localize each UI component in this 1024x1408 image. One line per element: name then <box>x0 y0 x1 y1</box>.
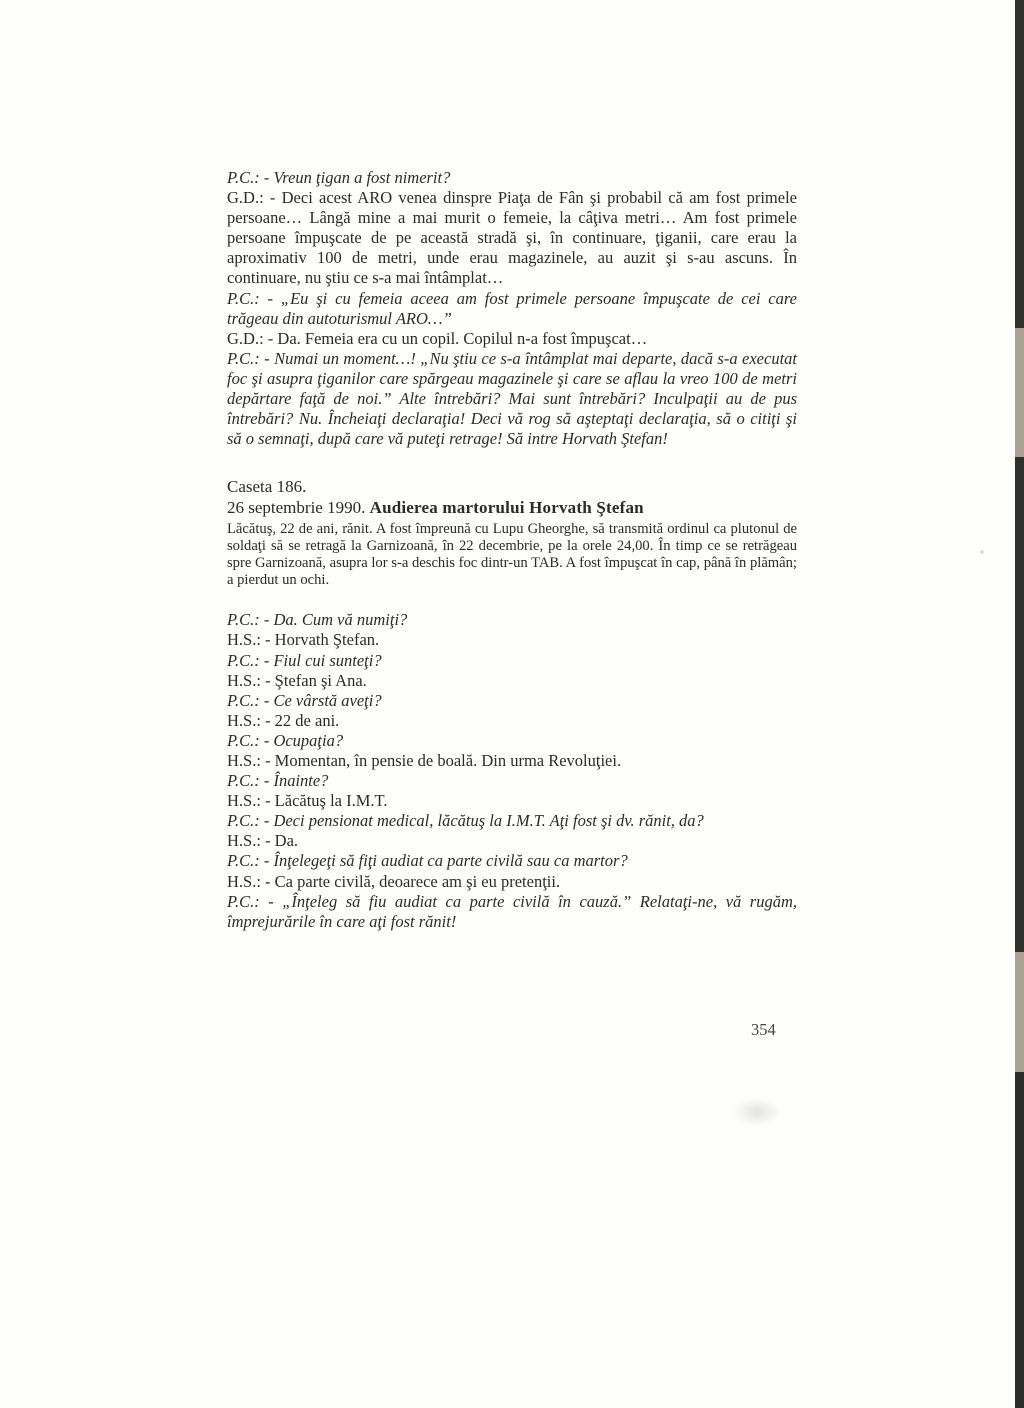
scan-edge-strip <box>1015 0 1024 1408</box>
scan-edge-dark-bottom <box>1015 1072 1024 1408</box>
dialogue-line: P.C.: - Numai un moment…! „Nu ştiu ce s-a întâmplat mai departe, dacă s-a executat foc şi asupra ţiganilor care spărgeau magazinele şi care se aflau la vreo 100 de metri depărtare faţă de noi.” Alte întrebări? Mai sunt întrebări? Inculpaţii au de pus întrebări? Nu. Încheiaţi declaraţia! Deci vă rog să aşteptaţi declaraţia, să o citiţi şi să o semnaţi, după care vă puteţi retrage! Să intre Horvath Ştefan! <box>227 348 797 449</box>
dialogue-line: H.S.: - Ştefan şi Ana. <box>227 670 367 690</box>
section-header <box>227 476 797 589</box>
witness-description: Lăcătuş, 22 de ani, rănit. A fost împreună cu Lupu Gheorghe, să transmită ordinul ca plutonul de soldaţi să se retragă la Garnizoană, în 22 decembrie, pe la orele 24,00. În timp ce se retrăgeau spre Garnizoană, asupra lor s-a deschis foc dintr-un TAB. A fost împuşcat în cap, până în plămân; a pierdut un ochi. <box>227 521 797 589</box>
dialogue-line: P.C.: - Fiul cui sunteţi? <box>227 650 382 670</box>
scan-edge-dark-middle <box>1015 457 1024 952</box>
dialogue-line: P.C.: - Da. Cum vă numiţi? <box>227 610 408 630</box>
dialogue-line: P.C.: - Ce vârstă aveţi? <box>227 690 382 710</box>
dialogue-line: P.C.: - Înţelegeţi să fiţi audiat ca parte civilă sau ca martor? <box>227 851 628 871</box>
dialogue-line: H.S.: - Lăcătuş la I.M.T. <box>227 791 388 811</box>
dialogue-line: P.C.: - Vreun ţigan a fost nimerit? <box>227 168 451 187</box>
caseta-label: Caseta 186. <box>227 477 307 497</box>
scan-smudge <box>733 1098 781 1126</box>
dialogue-line: P.C.: - „Eu şi cu femeia aceea am fost primele persoane împuşcate de cei care trăgeau din autoturismul ARO…” <box>227 288 797 328</box>
dialogue-block-hs <box>227 610 797 932</box>
dialogue-line: G.D.: - Deci acest ARO venea dinspre Piaţa de Fân şi probabil că am fost primele persoane… Lângă mine a mai murit o femeie, la câţiva metri… Am fost primele persoane împuşcate de pe această stradă şi, în continuare, ţiganii, care erau la aproximativ 100 de metri, unde erau magazinele, au auzit şi s-au ascuns. În continuare, nu ştiu ce s-a mai întâmplat… <box>227 188 797 288</box>
page-number: 354 <box>751 1020 776 1039</box>
scan-edge-dark-top <box>1015 0 1024 328</box>
dialogue-line: H.S.: - Da. <box>227 831 299 851</box>
scan-speck <box>980 550 984 554</box>
dialogue-line: G.D.: - Da. Femeia era cu un copil. Copilul n-a fost împuşcat… <box>227 328 648 348</box>
text-column <box>227 168 797 932</box>
dialogue-line: P.C.: - Înainte? <box>227 771 329 791</box>
dialogue-line: P.C.: - Ocupaţia? <box>227 730 344 750</box>
dialogue-block-gd <box>227 168 797 449</box>
dialogue-line: H.S.: - Horvath Ştefan. <box>227 630 380 650</box>
dialogue-line: H.S.: - Ca parte civilă, deoarece am şi eu pretenţii. <box>227 871 561 891</box>
section-date: 26 septembrie 1990. <box>227 498 370 518</box>
dialogue-line: P.C.: - Deci pensionat medical, lăcătuş la I.M.T. Aţi fost şi dv. rănit, da? <box>227 811 704 831</box>
section-heading <box>227 497 797 519</box>
dialogue-line: H.S.: - 22 de ani. <box>227 710 340 730</box>
section-title: Audierea martorului Horvath Ştefan <box>369 498 644 518</box>
scan-edge-light-lower <box>1015 952 1024 1072</box>
dialogue-line: H.S.: - Momentan, în pensie de boală. Din urma Revoluţiei. <box>227 750 622 770</box>
dialogue-line: P.C.: - „Înţeleg să fiu audiat ca parte civilă în cauză.” Relataţi-ne, vă rugăm, împrejurările în care aţi fost rănit! <box>227 891 797 931</box>
scan-edge-light-upper <box>1015 328 1024 457</box>
